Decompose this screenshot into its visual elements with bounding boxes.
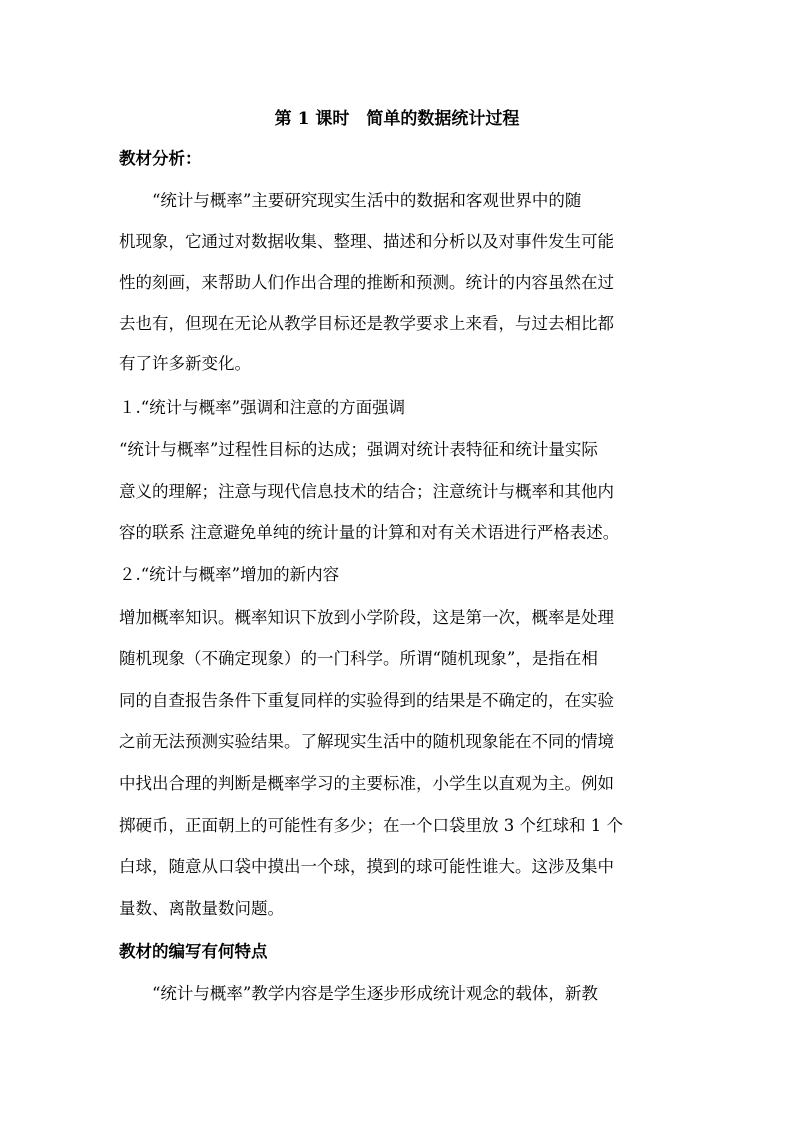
section-heading-textbook-features: 教材的编写有何特点	[119, 942, 268, 961]
paragraph-line: 去也有，但现在无论从教学目标还是教学要求上来看，与过去相比都	[119, 314, 614, 333]
paragraph-line: 意义的理解；注意与现代信息技术的结合；注意统计与概率和其他内	[119, 482, 614, 501]
paragraph-line: 机现象，它通过对数据收集、整理、描述和分析以及对事件发生可能	[119, 232, 614, 251]
paragraph-line: “统计与概率”主要研究现实生活中的数据和客观世界中的随	[119, 191, 582, 210]
paragraph-line: “统计与概率”过程性目标的达成；强调对统计表特征和统计量实际	[119, 440, 598, 459]
list-item-heading-2: ２.“统计与概率”增加的新内容	[119, 565, 340, 584]
paragraph-line: 有了许多新变化。	[119, 354, 251, 373]
paragraph-line: 量数、离散量数问题。	[119, 899, 284, 918]
paragraph-line: 掷硬币，正面朝上的可能性有多少；在一个口袋里放 3 个红球和 1 个	[119, 816, 623, 835]
paragraph-line: 中找出合理的判断是概率学习的主要标准，小学生以直观为主。例如	[119, 774, 614, 793]
paragraph-line: 之前无法预测实验结果。了解现实生活中的随机现象能在不同的情境	[119, 732, 614, 751]
paragraph-line: “统计与概率”教学内容是学生逐步形成统计观念的载体，新教	[119, 984, 598, 1003]
paragraph-line: 随机现象（不确定现象）的一门科学。所谓“随机现象”，是指在相	[119, 649, 598, 668]
paragraph-line: 同的自查报告条件下重复同样的实验得到的结果是不确定的，在实验	[119, 691, 614, 710]
section-heading-textbook-analysis: 教材分析：	[119, 149, 202, 168]
paragraph-line: 容的联系 注意避免单纯的统计量的计算和对有关术语进行严格表述。	[119, 523, 620, 542]
paragraph-line: 增加概率知识。概率知识下放到小学阶段，这是第一次，概率是处理	[119, 608, 614, 627]
paragraph-line: 白球，随意从口袋中摸出一个球，摸到的球可能性谁大。这涉及集中	[119, 857, 614, 876]
list-item-heading-1: １.“统计与概率”强调和注意的方面强调	[119, 398, 406, 417]
lesson-title: 第 1 课时 简单的数据统计过程	[274, 109, 520, 129]
paragraph-line: 性的刻画，来帮助人们作出合理的推断和预测。统计的内容虽然在过	[119, 273, 614, 292]
